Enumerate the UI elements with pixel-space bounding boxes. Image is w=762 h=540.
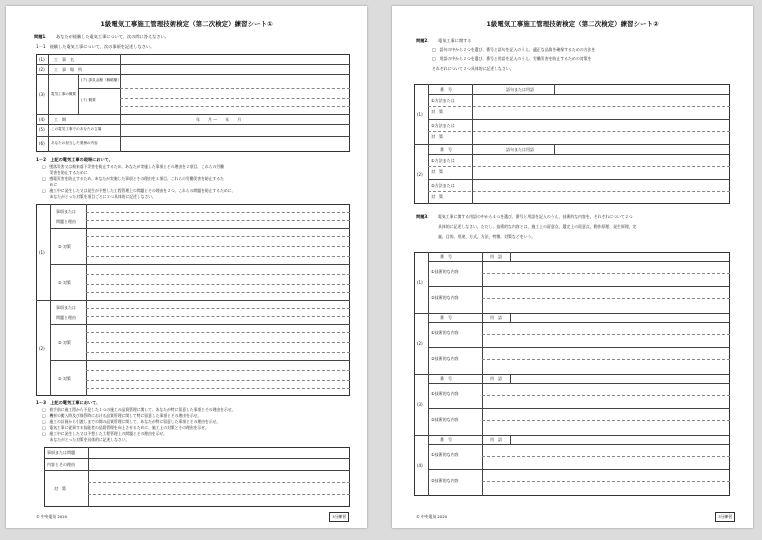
instruction-line: □ 感電災害を防止するため、あなたが実施した事項とその理由を２項目、これらの労働災害を防止するた bbox=[42, 176, 224, 181]
technical-content-label: ①技術的な内容 bbox=[431, 330, 459, 335]
row-number: (5) bbox=[39, 127, 45, 132]
number-header: 番 号 bbox=[440, 87, 452, 92]
row-number: (3) bbox=[417, 402, 423, 407]
method-label: ①方法または bbox=[431, 98, 455, 103]
instruction-line: □ 語句の中から２つを選び、番号と語句を記入のうえ、適正な品質を確保するための方法を bbox=[432, 47, 596, 52]
your-role-label: この電気工事でのあなたの立場 bbox=[51, 127, 102, 131]
item-label: 事項または bbox=[56, 305, 76, 310]
technical-content-label: ②技術的な内容 bbox=[431, 295, 459, 300]
row-number: (1) bbox=[39, 57, 45, 62]
instruction-line: □ 電気工事に従事する技能者の品質管理を向上させるために、施工上の対策とその理由を示せ。 bbox=[42, 425, 209, 430]
worksheet-page-2 bbox=[392, 6, 753, 528]
instruction-line: □ 機材の搬入時及び保管時における品質管理に関して特に留意した事項とその理由を示せ。 bbox=[42, 413, 202, 418]
instruction-line: それぞれについて２つ具体的に記述しなさい。 bbox=[432, 66, 514, 71]
instruction-line: □ 墜落災害又は飛来落下災害を防止するため、あなたが実施した事項とその理由を２項目、これらの労働 bbox=[42, 164, 224, 169]
construction-period-value: 年 月 ～ 年 月 bbox=[196, 117, 242, 122]
page-stamp: 3分練習 bbox=[715, 512, 735, 522]
quality-control-table bbox=[44, 447, 350, 507]
method-label: ①方法または bbox=[431, 158, 455, 163]
instruction-line: 電気工事に関する用語の中から４つを選び、番号と用語を記入のうえ、技術的な内容を、それぞれについて２つ bbox=[438, 214, 633, 219]
number-header: 番 号 bbox=[440, 376, 452, 381]
term-header: 用 語 bbox=[490, 376, 502, 381]
measure-label: 対 策 bbox=[431, 169, 443, 174]
instruction-line: 災害を防止するために bbox=[42, 170, 88, 175]
instruction-line: あなたがとった対策を項目ごとに２つ具体的に記述しなさい。 bbox=[42, 194, 156, 199]
your-duties-label: あなたの担当した業務の内容 bbox=[51, 141, 98, 145]
technical-content-label: ①技術的な内容 bbox=[431, 269, 459, 274]
page-title: 1級電気工事施工管理技術検定（第二次検定）練習シート① bbox=[100, 20, 273, 28]
instruction-line: □ 施工中に発生した又は予想した工程管理上の問題とその理由を示せ。 bbox=[42, 431, 167, 436]
section-1-1-text: 1－1 経験した電気工事について、次の事項を記述しなさい。 bbox=[36, 44, 155, 49]
row-number: (2) bbox=[39, 67, 45, 72]
page-title: 1級電気工事施工管理技術検定（第二次検定）練習シート② bbox=[486, 20, 659, 28]
number-header: 番 号 bbox=[440, 437, 452, 442]
term-header: 語句または用語 bbox=[506, 87, 534, 92]
project-name-label: 工 事 名 bbox=[54, 57, 74, 62]
project-overview-label: 電気工事の概要 bbox=[51, 92, 77, 96]
page-stamp: 3分練習 bbox=[329, 512, 349, 522]
measure-label: 対 策 bbox=[431, 134, 443, 139]
number-header: 番 号 bbox=[440, 254, 452, 259]
row-number: (1) bbox=[39, 250, 45, 255]
row-number: (4) bbox=[39, 117, 45, 122]
row-number: (2) bbox=[417, 341, 423, 346]
item-label: 事項または bbox=[56, 209, 76, 214]
question-2-heading: 問題2． bbox=[416, 38, 432, 43]
measure-label: 対 策 bbox=[54, 486, 66, 491]
problem-label: 問題と理由 bbox=[56, 315, 76, 320]
question-2-intro: 電気工事に関する bbox=[438, 38, 472, 43]
method-label: ②方法または bbox=[431, 123, 455, 128]
instruction-line: □ 用語の中から２つを選び、番号と用語を記入のうえ、労働災害を防止するための対策を bbox=[432, 56, 592, 61]
problem-label: 問題と理由 bbox=[56, 219, 76, 224]
project-location-label: 工 事 場 所 bbox=[54, 67, 82, 72]
contract-amount-label: (ア) 請負金額（概略額） bbox=[81, 78, 121, 82]
term-header: 用 語 bbox=[490, 437, 502, 442]
instruction-line: あなたがとった対策を具体的に記述しなさい。 bbox=[42, 437, 130, 442]
term-header: 用 語 bbox=[490, 254, 502, 259]
row-number: (2) bbox=[39, 346, 45, 351]
measure-label: ② 対策 bbox=[58, 280, 71, 285]
method-label: ②方法または bbox=[431, 183, 455, 188]
worksheet-page-1 bbox=[6, 6, 367, 528]
row-number: (4) bbox=[417, 463, 423, 468]
technical-content-label: ②技術的な内容 bbox=[431, 356, 459, 361]
section-1-2-text: 1－2 上記の電気工事の現場において、 bbox=[36, 157, 113, 162]
instruction-line: □ 施工中に発生した又は発生が予想した工程管理上の問題とその理由を２つ、これらの問題を防止するために、 bbox=[42, 188, 236, 193]
instruction-line: □ 施工の計画から引渡しまでの間の品質管理に関して、あなたが特に留意した事項とその理由を示せ。 bbox=[42, 419, 221, 424]
technical-content-label: ②技術的な内容 bbox=[431, 478, 459, 483]
term-header: 用 語 bbox=[490, 315, 502, 320]
reason-label: 内容とその理由 bbox=[47, 462, 75, 467]
measure-label: 対 策 bbox=[431, 109, 443, 114]
term-header: 語句または用語 bbox=[506, 147, 534, 152]
measure-label: ② 対策 bbox=[58, 376, 71, 381]
question-1-intro: あなたが経験した電気工事について、次の問に答えなさい。 bbox=[56, 34, 169, 39]
row-number: (1) bbox=[417, 112, 423, 117]
technical-content-label: ①技術的な内容 bbox=[431, 452, 459, 457]
technical-content-label: ①技術的な内容 bbox=[431, 391, 459, 396]
copyright-footer: © 中央電気 2020 bbox=[36, 514, 68, 519]
measure-label: ② 対策 bbox=[58, 244, 71, 249]
row-number: (1) bbox=[417, 280, 423, 285]
question-1-heading: 問題1． bbox=[34, 34, 50, 39]
instruction-line: □ 着手前に施工図から予見した１つの施工の品質管理に関して、あなたが特に留意した事項とその理由を示せ。 bbox=[42, 407, 236, 412]
technical-content-label: ②技術的な内容 bbox=[431, 417, 459, 422]
row-number: (3) bbox=[39, 92, 45, 97]
row-number: (6) bbox=[39, 141, 45, 146]
row-number: (2) bbox=[417, 172, 423, 177]
instruction-line: 具体的に記述しなさい。ただし、技術的な内容とは、施工上の留意点、選定上の留意点、動作原理、発生原理、定 bbox=[438, 224, 637, 229]
construction-period-label: 工 期 bbox=[54, 117, 66, 122]
measure-label: ② 対策 bbox=[58, 340, 71, 345]
section-1-3-text: 1－3 上記の電気工事において、 bbox=[36, 400, 101, 405]
instruction-line: めに bbox=[42, 182, 58, 187]
project-info-table bbox=[36, 54, 350, 152]
number-header: 番 号 bbox=[440, 147, 452, 152]
copyright-footer: © 中央電気 2020 bbox=[416, 514, 448, 519]
problem-label: 事項または問題 bbox=[47, 450, 75, 455]
number-header: 番 号 bbox=[440, 315, 452, 320]
question-3-heading: 問題3． bbox=[416, 214, 432, 219]
measure-label: 対 策 bbox=[431, 194, 443, 199]
overview-sub-label: (イ) 概要 bbox=[81, 98, 96, 102]
instruction-line: 義、目的、用途、方式、方法、特徴、対策などをいう。 bbox=[438, 234, 536, 239]
